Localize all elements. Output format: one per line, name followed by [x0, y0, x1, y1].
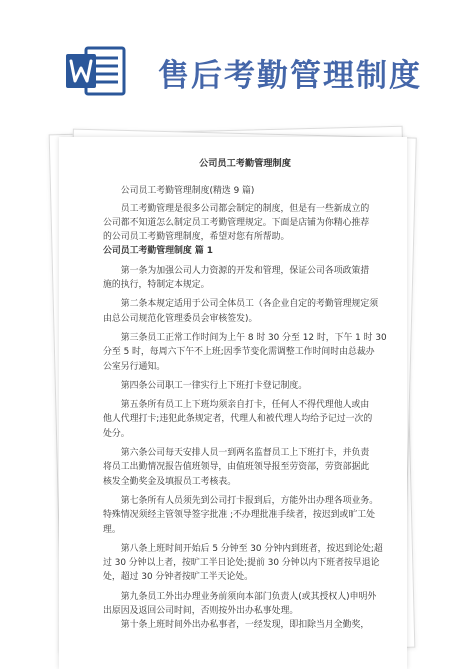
article-paragraph: 第七条所有人员须先到公司打卡报到后，方能外出办理各项业务。 特殊情况须经主管领导签字批准 ;不办理批准手续者，按迟到或旷工处 理。	[103, 495, 379, 535]
banner	[0, 0, 474, 140]
article-paragraph: 第二条本规定适用于公司全体员工（各企业自定的考勤管理规定须 由总公司规范化管理委员会审核签发)。	[103, 299, 379, 324]
banner-title: 售后考勤管理制度	[158, 58, 422, 94]
intro-paragraph: 员工考勤管理是很多公司都会制定的制度，但是有一些新成立的 公司都不知道怎么制定员工考勤管理规定。下面是店铺为你精心推荐 的公司员工考勤管理制度，希望对您有所帮助。	[103, 203, 370, 243]
document-subtitle: 公司员工考勤管理制度(精选 9 篇)	[120, 186, 255, 197]
article-paragraph: 第四条公司职工一律实行上下班打卡登记制度。	[120, 380, 308, 391]
article-paragraph: 第五条所有员工上下班均须亲自打卡，任何人不得代理他人或由 他人代理打卡;违犯此条规定者，代理人和被代理人均给予记过一次的 处分。	[103, 400, 373, 439]
article-paragraph: 第八条上班时间开始后 5 分钟至 30 分钟内到班者，按迟到论处;超 过 30 分钟以上者，按旷工半日论处;提前 30 分钟以内下班者按早退论 处，超过 30 分钟者按旷工半天论处。	[103, 543, 383, 583]
article-paragraph: 第十条上班时间外出办私事者，一经发现，即扣除当月全勤奖，	[120, 620, 370, 631]
word-document-icon	[64, 40, 128, 102]
article-paragraph: 第三条员工正常工作时间为上午 8 时 30 分至 12 时，下午 1 时 30 分至 5 时，每周六下午不上班;因季节变化需调整工作时间时由总裁办 公室另行通知。	[103, 332, 387, 372]
document-content	[103, 157, 399, 633]
section-heading: 公司员工考勤管理制度 篇 1	[103, 246, 213, 257]
article-paragraph: 第九条员工外出办理业务前须向本部门负责人(或其授权人)申明外 出原因及返回公司时间，否则按外出办私事处理。	[103, 591, 377, 617]
document-title: 公司员工考勤管理制度	[199, 158, 291, 169]
article-paragraph: 第六条公司每天安排人员一到两名监督员工上下班打卡，并负责 将员工出勤情况报告值班领导，由值班领导报至劳资部，劳资部据此 核发全勤奖金及填报员工考核表。	[103, 448, 370, 487]
article-paragraph: 第一条为加强公司人力资源的开发和管理，保证公司各项政策措 施的执行，特制定本规定。	[103, 265, 370, 291]
document-page	[59, 137, 407, 669]
